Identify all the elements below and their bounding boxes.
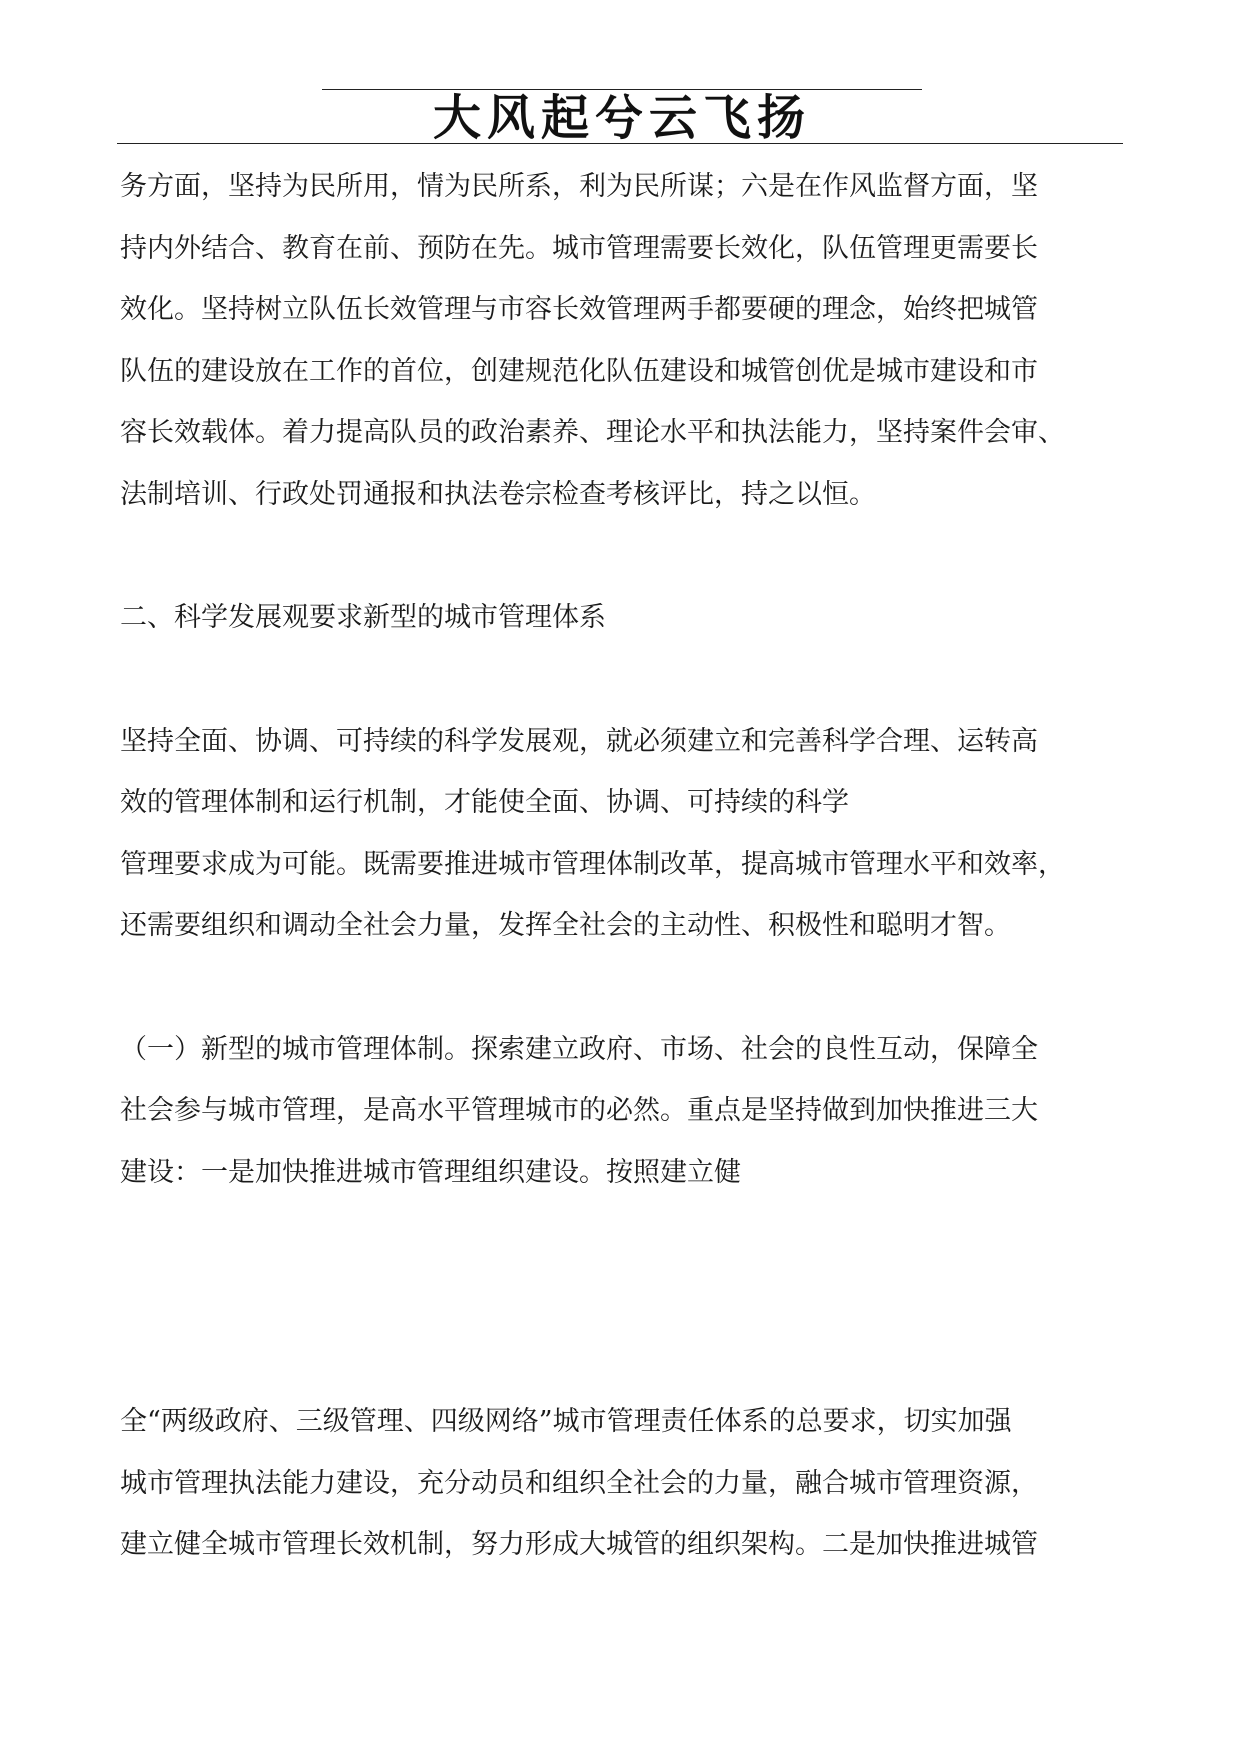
paragraph-2	[120, 711, 1120, 957]
text-line: 坚持全面、协调、可持续的科学发展观，就必须建立和完善科学合理、运转高	[120, 725, 1038, 757]
paragraph-4	[120, 1391, 1120, 1576]
text-line: 全“两级政府、三级管理、四级网络”城市管理责任体系的总要求，切实加强	[120, 1406, 1012, 1437]
text-line: 建立健全城市管理长效机制，努力形成大城管的组织架构。二是加快推进城管	[120, 1529, 1038, 1560]
text-line: 队伍的建设放在工作的首位，创建规范化队伍建设和城管创优是城市建设和市	[120, 355, 1038, 387]
document-body	[120, 156, 1120, 1576]
text-line: 法制培训、行政处罚通报和执法卷宗检查考核评比，持之以恒。	[120, 478, 876, 510]
paragraph-3	[120, 1019, 1120, 1204]
paragraph-1	[120, 156, 1120, 525]
text-line: 建设：一是加快推进城市管理组织建设。按照建立健	[120, 1156, 741, 1188]
text-line: 容长效载体。着力提高队员的政治素养、理论水平和执法能力，坚持案件会审、	[120, 417, 1065, 448]
text-line: 管理要求成为可能。既需要推进城市管理体制改革，提高城市管理水平和效率，	[120, 848, 1065, 880]
text-line: （一）新型的城市管理体制。探索建立政府、市场、社会的良性互动，保障全	[120, 1033, 1038, 1065]
text-line: 城市管理执法能力建设，充分动员和组织全社会的力量，融合城市管理资源，	[120, 1467, 1038, 1499]
header-title: 大风起兮云飞扬	[432, 90, 811, 146]
header-rule-bottom	[117, 143, 1123, 144]
text-line: 社会参与城市管理，是高水平管理城市的必然。重点是坚持做到加快推进三大	[120, 1095, 1038, 1126]
text-line: 持内外结合、教育在前、预防在先。城市管理需要长效化，队伍管理更需要长	[120, 232, 1038, 264]
section-heading: 二、科学发展观要求新型的城市管理体系	[120, 602, 606, 633]
text-line: 效化。坚持树立队伍长效管理与市容长效管理两手都要硬的理念，始终把城管	[120, 294, 1038, 325]
text-line: 务方面，坚持为民所用，情为民所系，利为民所谋；六是在作风监督方面，坚	[120, 171, 1038, 202]
text-line: 效的管理体制和运行机制，才能使全面、协调、可持续的科学	[120, 787, 849, 818]
text-line: 还需要组织和调动全社会力量，发挥全社会的主动性、积极性和聪明才智。	[120, 910, 1011, 941]
